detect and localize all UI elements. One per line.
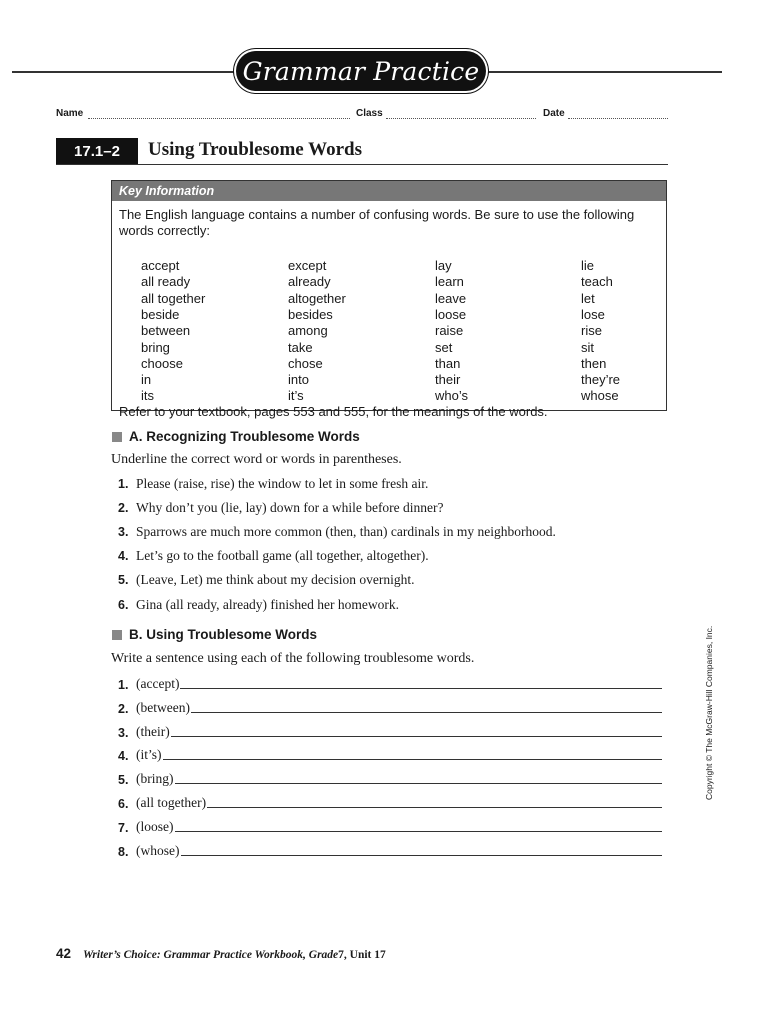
- item-word: (it’s): [136, 747, 162, 763]
- word-row: [112, 356, 666, 372]
- word-cell: teach: [581, 274, 613, 290]
- answer-line[interactable]: [207, 807, 662, 808]
- answer-line[interactable]: [180, 688, 662, 689]
- word-cell: chose: [288, 355, 323, 371]
- book-grade-unit: 7, Unit 17: [338, 949, 386, 961]
- item-number: 7.: [118, 820, 129, 835]
- item-word: (whose): [136, 842, 180, 858]
- word-cell: except: [288, 258, 327, 273]
- part-a-item: [118, 572, 415, 590]
- word-cell: into: [288, 372, 309, 388]
- word-cell: bring: [141, 339, 170, 355]
- word-cell: lie: [581, 258, 595, 273]
- word-row: [112, 258, 666, 274]
- word-cell: in: [141, 372, 152, 388]
- part-a-item: [118, 476, 428, 494]
- item-number: 2.: [118, 701, 129, 716]
- item-word: (bring): [136, 771, 174, 787]
- class-label: Class: [356, 108, 383, 119]
- word-cell: beside: [141, 306, 180, 322]
- part-b-item: [118, 722, 662, 740]
- word-cell: leave: [435, 290, 467, 306]
- page-number: 42: [56, 946, 72, 961]
- part-a-item: [118, 500, 444, 518]
- name-class-date-line: [56, 108, 668, 124]
- word-cell: sit: [581, 339, 594, 355]
- word-row: [112, 388, 666, 404]
- word-cell: lay: [435, 258, 452, 273]
- class-field[interactable]: [386, 109, 536, 119]
- word-cell: then: [581, 355, 607, 371]
- answer-line[interactable]: [163, 759, 663, 760]
- part-b-item: [118, 793, 662, 811]
- section-rule: [56, 164, 668, 165]
- word-cell: already: [288, 274, 331, 290]
- item-number: 1.: [118, 477, 129, 491]
- part-b-item: [118, 674, 662, 692]
- word-cell: than: [435, 355, 461, 371]
- part-b-item: [118, 841, 662, 859]
- part-b-item: [118, 817, 662, 835]
- word-cell: learn: [435, 274, 464, 290]
- section-number: 17.1–2: [56, 138, 138, 165]
- item-number: 5.: [118, 773, 129, 788]
- word-cell: its: [141, 388, 154, 404]
- word-cell: they’re: [581, 372, 621, 388]
- answer-line[interactable]: [191, 712, 662, 713]
- word-cell: choose: [141, 355, 183, 371]
- part-a-instruction: Underline the correct word or words in parentheses.: [111, 452, 402, 467]
- word-cell: their: [435, 372, 461, 388]
- item-number: 3.: [118, 525, 129, 540]
- word-cell: who’s: [435, 388, 469, 404]
- page-title: Grammar Practice: [242, 56, 480, 86]
- item-word: (their): [136, 723, 170, 739]
- key-information-intro: The English language contains a number of confusing words. Be sure to use the following words correctly:: [119, 207, 635, 239]
- copyright-notice: Copyright © The McGraw-Hill Companies, Inc.: [704, 625, 714, 800]
- square-bullet-icon: [112, 432, 122, 442]
- item-word: (accept): [136, 676, 180, 691]
- date-field[interactable]: [568, 109, 668, 119]
- date-label: Date: [543, 108, 565, 119]
- key-information-reference: Refer to your textbook, pages 553 and 555, for the meanings of the words.: [119, 404, 548, 419]
- item-number: 2.: [118, 501, 129, 516]
- item-number: 4.: [118, 749, 129, 764]
- answer-line[interactable]: [175, 783, 663, 784]
- word-cell: lose: [581, 306, 605, 322]
- word-row: [112, 291, 666, 307]
- part-a-item: [118, 597, 399, 615]
- word-cell: raise: [435, 323, 464, 339]
- item-word: (between): [136, 699, 190, 715]
- book-title: Writer’s Choice: Grammar Practice Workbook, Grade: [83, 949, 339, 961]
- item-word: (loose): [136, 818, 174, 834]
- part-b-item: [118, 745, 662, 763]
- item-number: 6.: [118, 597, 129, 612]
- word-cell: take: [288, 339, 313, 355]
- answer-line[interactable]: [171, 736, 662, 737]
- word-cell: between: [141, 323, 191, 339]
- item-sentence[interactable]: Sparrows are much more common (then, than) cardinals in my neighborhood.: [136, 524, 556, 540]
- part-b-item: [118, 769, 662, 787]
- page-title-banner: [236, 51, 486, 91]
- part-b-heading-text: B. Using Troublesome Words: [129, 627, 318, 642]
- item-word: (all together): [136, 795, 207, 810]
- item-sentence[interactable]: Why don’t you (lie, lay) down for a while before dinner?: [136, 500, 444, 516]
- item-sentence[interactable]: Let’s go to the football game (all together, altogether).: [136, 548, 429, 564]
- word-cell: let: [581, 290, 595, 306]
- answer-line[interactable]: [181, 855, 663, 856]
- answer-line[interactable]: [175, 831, 663, 832]
- header-rule-left: [12, 71, 238, 73]
- item-number: 8.: [118, 844, 129, 859]
- word-row: [112, 372, 666, 388]
- word-cell: rise: [581, 323, 602, 339]
- key-information-heading: Key Information: [112, 181, 666, 201]
- part-b-item: [118, 698, 662, 716]
- section-title: Using Troublesome Words: [148, 139, 362, 160]
- part-b-heading: [112, 627, 317, 642]
- item-number: 6.: [118, 797, 129, 811]
- part-a-heading: [112, 429, 360, 444]
- item-number: 3.: [118, 725, 129, 740]
- part-a-item: [118, 548, 429, 566]
- item-number: 1.: [118, 678, 129, 692]
- part-a-item: [118, 524, 556, 542]
- page-footer: [56, 946, 386, 961]
- word-cell: it’s: [288, 388, 304, 404]
- header-rule-right: [486, 71, 722, 73]
- part-a-heading-text: A. Recognizing Troublesome Words: [129, 429, 360, 444]
- item-number: 4.: [118, 549, 129, 564]
- word-cell: accept: [141, 258, 180, 273]
- word-row: [112, 323, 666, 339]
- item-sentence[interactable]: Gina (all ready, already) finished her homework.: [136, 596, 400, 612]
- part-b-instruction: Write a sentence using each of the following troublesome words.: [111, 651, 475, 666]
- word-cell: whose: [581, 388, 619, 404]
- item-sentence[interactable]: Please (raise, rise) the window to let in some fresh air.: [136, 476, 429, 491]
- item-sentence[interactable]: (Leave, Let) me think about my decision overnight.: [136, 572, 415, 588]
- name-field[interactable]: [88, 109, 350, 119]
- word-cell: all together: [141, 290, 206, 306]
- word-row: [112, 307, 666, 323]
- word-cell: besides: [288, 306, 333, 322]
- item-number: 5.: [118, 573, 129, 588]
- word-cell: among: [288, 323, 328, 339]
- word-row: [112, 274, 666, 290]
- word-row: [112, 340, 666, 356]
- name-label: Name: [56, 108, 84, 119]
- word-cell: set: [435, 339, 453, 355]
- square-bullet-icon: [112, 630, 122, 640]
- word-cell: loose: [435, 306, 467, 322]
- key-information-box: [111, 180, 667, 419]
- word-cell: all ready: [141, 274, 191, 290]
- word-cell: altogether: [288, 290, 346, 306]
